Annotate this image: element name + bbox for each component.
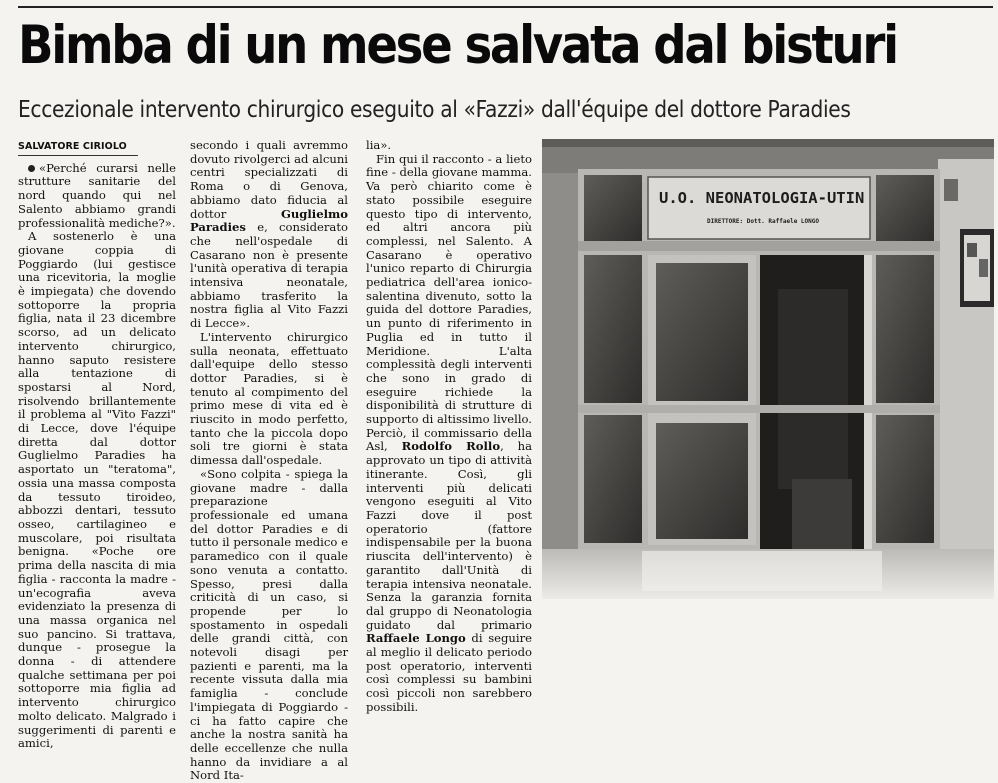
paragraph [18, 162, 176, 231]
sign-subtitle: DIRETTORE: Dott. Raffaele LONGO [707, 218, 819, 225]
byline: SALVATORE CIRIOLO [18, 140, 138, 156]
person-name: Raffaele Longo [366, 631, 466, 646]
paragraph [366, 153, 532, 715]
paragraph: A sostenerlo è una giovane coppia di Poggiardo (lui gestisce una ricevitoria, la moglie è impiegata) che dovendo sottoporre la propria figlia, nata il 23 dicembre scorso, ad un delicato intervento chirurgico, hanno saputo resistere alla tentazione di spostarsi al Nord, risolvendo brillantemente il problema al "Vito Fazzi" di Lecce, dove l'équipe diretta dal dottor Guglielmo Paradies ha asportato un "teratoma", ossia una massa composta da tessuto tiroideo, abbozzi dentari, tessuto osseo, cartilagineo e muscolare, poi risultata benigna. «Poche ore prima della nascita di mia figlia - racconta la madre - un'ecografia aveva evidenziato la presenza di una massa organica nel suo pancino. Si trattava, dunque - prosegue la donna - di attendere qualche settimana per poi sottoporre mia figlia ad intervento chirurgico molto delicato. Malgrado i suggerimenti di parenti e amici, [18, 229, 176, 751]
paragraph-text: e, considerato che nell'ospedale di Casarano non è presente l'unità operativa di terapia intensiva neonatale, abbiamo trasferito la nostra figlia al Vito Fazzi di Lecce». [190, 220, 348, 331]
glass-panel [584, 255, 642, 403]
person-name: Rodolfo Rollo [401, 439, 501, 454]
headline: Bimba di un mese salvata dal bisturi [18, 15, 897, 76]
glass-panel [876, 175, 934, 241]
paragraph-text: di seguire al meglio il delicato periodo post operatorio, interventi così complessi su bambini così piccoli non sarebbero possibili. [366, 631, 533, 714]
ward-sign [648, 177, 870, 239]
paragraph-text: Fin qui il racconto - a lieto fine - della giovane mamma. Va però chiarito come è stato possibile eseguire questo tipo di intervento, ed altri ancora più complessi, nel Salento. A Casarano è operativo l'unico reparto di Chirurgia pediatrica dell'area ionico-salentina divenuto, sotto la guida del dottore Paradies, un punto di riferimento in Puglia ed in tutto il Meridione. L'alta complessità degli interventi che sono in grado di eseguire richiede la disponibilità di strutture di supporto di altissimo livello. Perciò, il commissario della Asl, [366, 151, 532, 454]
article-column-1 [18, 139, 176, 751]
right-wall [938, 159, 994, 559]
paragraph: «Sono colpita - spiega la giovane madre - dalla preparazione professionale ed umana del dottor Paradies e di tutto il personale medico e paramedico con il quale sono venuta a contatto. Spesso, presi dalla criticità di un caso, si propende per lo spostamento in ospedali delle grandi città, con notevoli disagi per pazienti e parenti, ma la recente vissuta dalla mia famiglia - conclude l'impiegata di Poggiardo - ci ha fatto capire che anche la nostra sanità ha delle eccellenze che nulla hanno da invidiare a al Nord Ita- [190, 466, 348, 783]
glass-panel [584, 175, 642, 241]
paragraph: L'intervento chirurgico sulla neonata, effettuato dall'equipe dello stesso dottor Paradies, si è tenuto al compimento del primo mese di vita ed è riuscito in modo perfetto, tanto che la piccola dopo soli tre giorni è stata dimessa dall'ospedale. [190, 329, 348, 468]
paragraph-text: , ha approvato un tipo di attività itinerante. Così, gli interventi più delicati vengono eseguiti al Vito Fazzi dove il post operatorio (fattore indispensabile per la buona riuscita dell'intervento) è garantito dall'Unità di terapia intensiva neonatale. Senza la garanzia fornita dal gruppo di Neonatologia guidato dal primario [366, 439, 532, 632]
paragraph-text: secondo i quali avremmo dovuto rivolgerci ad alcuni centri specializzati di Roma o di Genova, abbiamo dato fiducia al dottor [190, 138, 348, 221]
glass-panel [584, 415, 642, 543]
person-name: Guglielmo Paradies [190, 206, 348, 235]
paragraph: lia». [366, 138, 392, 152]
paragraph [190, 139, 348, 331]
top-rule [18, 6, 993, 8]
subheadline: Eccezionale intervento chirurgico eseguito al «Fazzi» dall'équipe del dottore Paradies [18, 95, 851, 123]
glass-panel [876, 255, 934, 403]
glass-panel [876, 415, 934, 543]
article-column-3 [366, 138, 533, 714]
paragraph-text: «Perché curarsi nelle strutture sanitarie del nord quando qui nel Salento abbiamo grandi professionalità mediche?». [18, 160, 176, 230]
article-column-2 [190, 138, 348, 783]
hospital-photo [542, 139, 994, 599]
bullet-icon [28, 165, 35, 172]
sign-title: U.O. NEONATOLOGIA-UTIN [659, 189, 865, 207]
photo-illustration [542, 139, 994, 599]
